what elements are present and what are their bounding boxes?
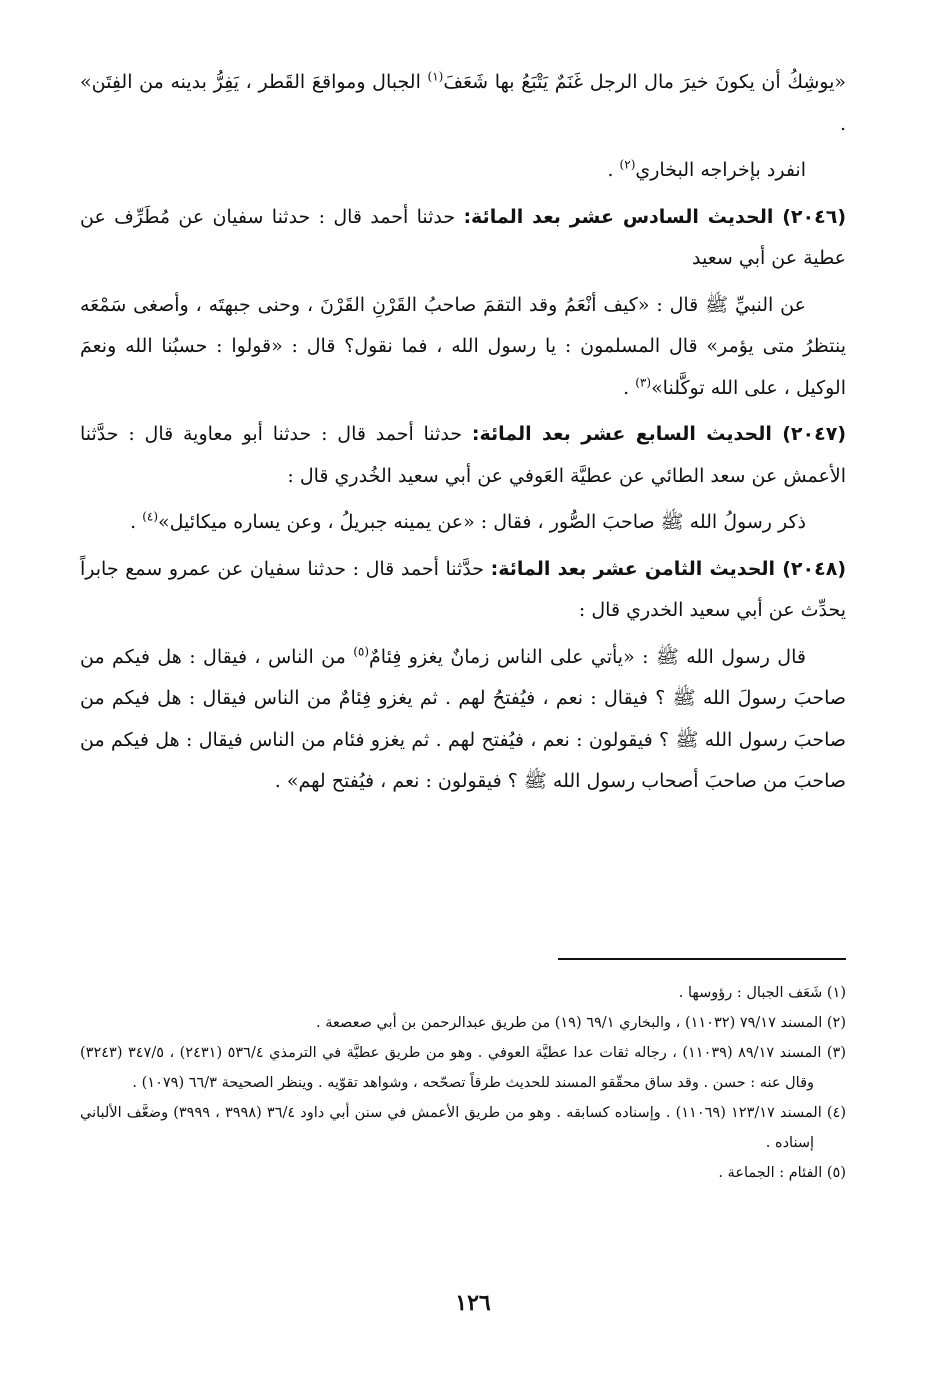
- paragraph-hadith-2047-text: ذكر رسولُ الله ﷺ صاحبَ الصُّور ، فقال : «عن يمينه جبريلُ ، وعن يساره ميكائيل»$^{(٤)}$ .: [130, 509, 806, 533]
- footnotes: [80, 978, 846, 1188]
- footnote-5: (٥) الفئام : الجماعة .: [718, 1165, 846, 1181]
- main-text: [80, 62, 846, 803]
- footnote-4: (٤) المسند ١٢٣/١٧ (١١٠٦٩) . وإسناده كسابقه . وهو من طريق الأعمش في سنن أبي داود ٣٦/٤ (٣٩٩٨ ، ٣٩٩٩) وضعَّف الألباني إسناده .: [80, 1105, 846, 1151]
- paragraph-attribution: انفرد بإخراجه البخاري$^{(٢)}$ .: [607, 157, 806, 181]
- heading-hadith-2047: (٢٠٤٧) الحديث السابع عشر بعد المائة: حدثنا أحمد قال : حدثنا أبو معاوية قال : حدَّثنا الأعمش عن سعد الطائي عن عطيَّة العَوفي عن أبي سعيد الخُدري قال :: [80, 423, 846, 487]
- hadith-2047-title: (٢٠٤٧) الحديث السابع عشر بعد المائة:: [471, 423, 846, 445]
- paragraph-hadith-2046-text: عن النبيِّ ﷺ قال : «كيف أنْعَمُ وقد التقمَ صاحبُ القَرْنِ القَرْنَ ، وحنى جبهتَه ، وأصغى سَمْعَه ينتظرُ متى يؤمر» قال المسلمون : يا رسول الله ، فما نقول؟ قال : «قولوا : حسبُنا الله ونعمَ الوكيل ، على الله توكَّلنا»$^{(٣)}$ .: [80, 293, 846, 399]
- paragraph-hadith-2048-text: قال رسول الله ﷺ : «يأتي على الناس زمانٌ يغزو فِئامٌ$^{(٥)}$ من الناس ، فيقال : هل فيكم من صاحبَ رسولَ الله ﷺ ؟ فيقال : نعم ، فيُفتحُ لهم . ثم يغزو فِئامٌ من الناس فيقال : هل فيكم من صاحبَ رسول الله ﷺ ؟ فيقولون : نعم ، فيُفتح لهم . ثم يغزو فئام من الناس فيقال : هل فيكم من صاحبَ من صاحبَ أصحاب رسول الله ﷺ ؟ فيقولون : نعم ، فيُفتح لهم» .: [80, 644, 846, 792]
- hadith-2046-title: (٢٠٤٦) الحديث السادس عشر بعد المائة:: [463, 205, 846, 228]
- footnote-ref-4: (٤): [142, 509, 159, 524]
- footnote-divider: [558, 958, 846, 960]
- hadith-2048-title: (٢٠٤٨) الحديث الثامن عشر بعد المائة:: [490, 557, 846, 580]
- heading-hadith-2046: (٢٠٤٦) الحديث السادس عشر بعد المائة: حدثنا أحمد قال : حدثنا سفيان عن مُطَرِّف عن عطية عن أبي سعيد: [80, 205, 846, 269]
- footnote-1: (١) شَعَف الجبال : رؤوسها .: [678, 985, 846, 1001]
- page-number: ١٢٦: [455, 1290, 491, 1316]
- footnote-ref-5: (٥): [353, 644, 370, 659]
- footnote-ref-3: (٣): [635, 375, 652, 390]
- footnote-ref-1: (١): [427, 69, 444, 84]
- footnote-3: (٣) المسند ٨٩/١٧ (١١٠٣٩) ، رجاله ثقات عدا عطيَّة العوفي . وهو من طريق عطيَّة في الترمذي ٥٣٦/٤ (٢٤٣١) ، ٣٤٧/٥ (٣٢٤٣) وقال عنه : حسن . وقد ساق محقّقو المسند للحديث طرقاً تصحّحه ، وشواهد تقوّيه . وينظر الصحيحة ٦٦/٣ (١٠٧٩) .: [80, 1045, 846, 1091]
- footnote-2: (٢) المسند ٧٩/١٧ (١١٠٣٢) ، والبخاري ٦٩/١ (١٩) من طريق عبدالرحمن بن أبي صعصعة .: [316, 1015, 846, 1031]
- heading-hadith-2048: (٢٠٤٨) الحديث الثامن عشر بعد المائة: حدَّثنا أحمد قال : حدثنا سفيان عن عمرو سمع جابراً يحدِّث عن أبي سعيد الخدري قال :: [80, 557, 846, 621]
- footnote-ref-2: (٢): [619, 157, 636, 172]
- paragraph-hadith-2045-text: «يوشِكُ أن يكونَ خيرَ مال الرجل غَنَمٌ يَتْبَعُ بها شَعَفَ$^{(١)}$ الجبال ومواقعَ القَطر ، يَفِرُّ بدينه من الفِتَن» .: [80, 69, 846, 135]
